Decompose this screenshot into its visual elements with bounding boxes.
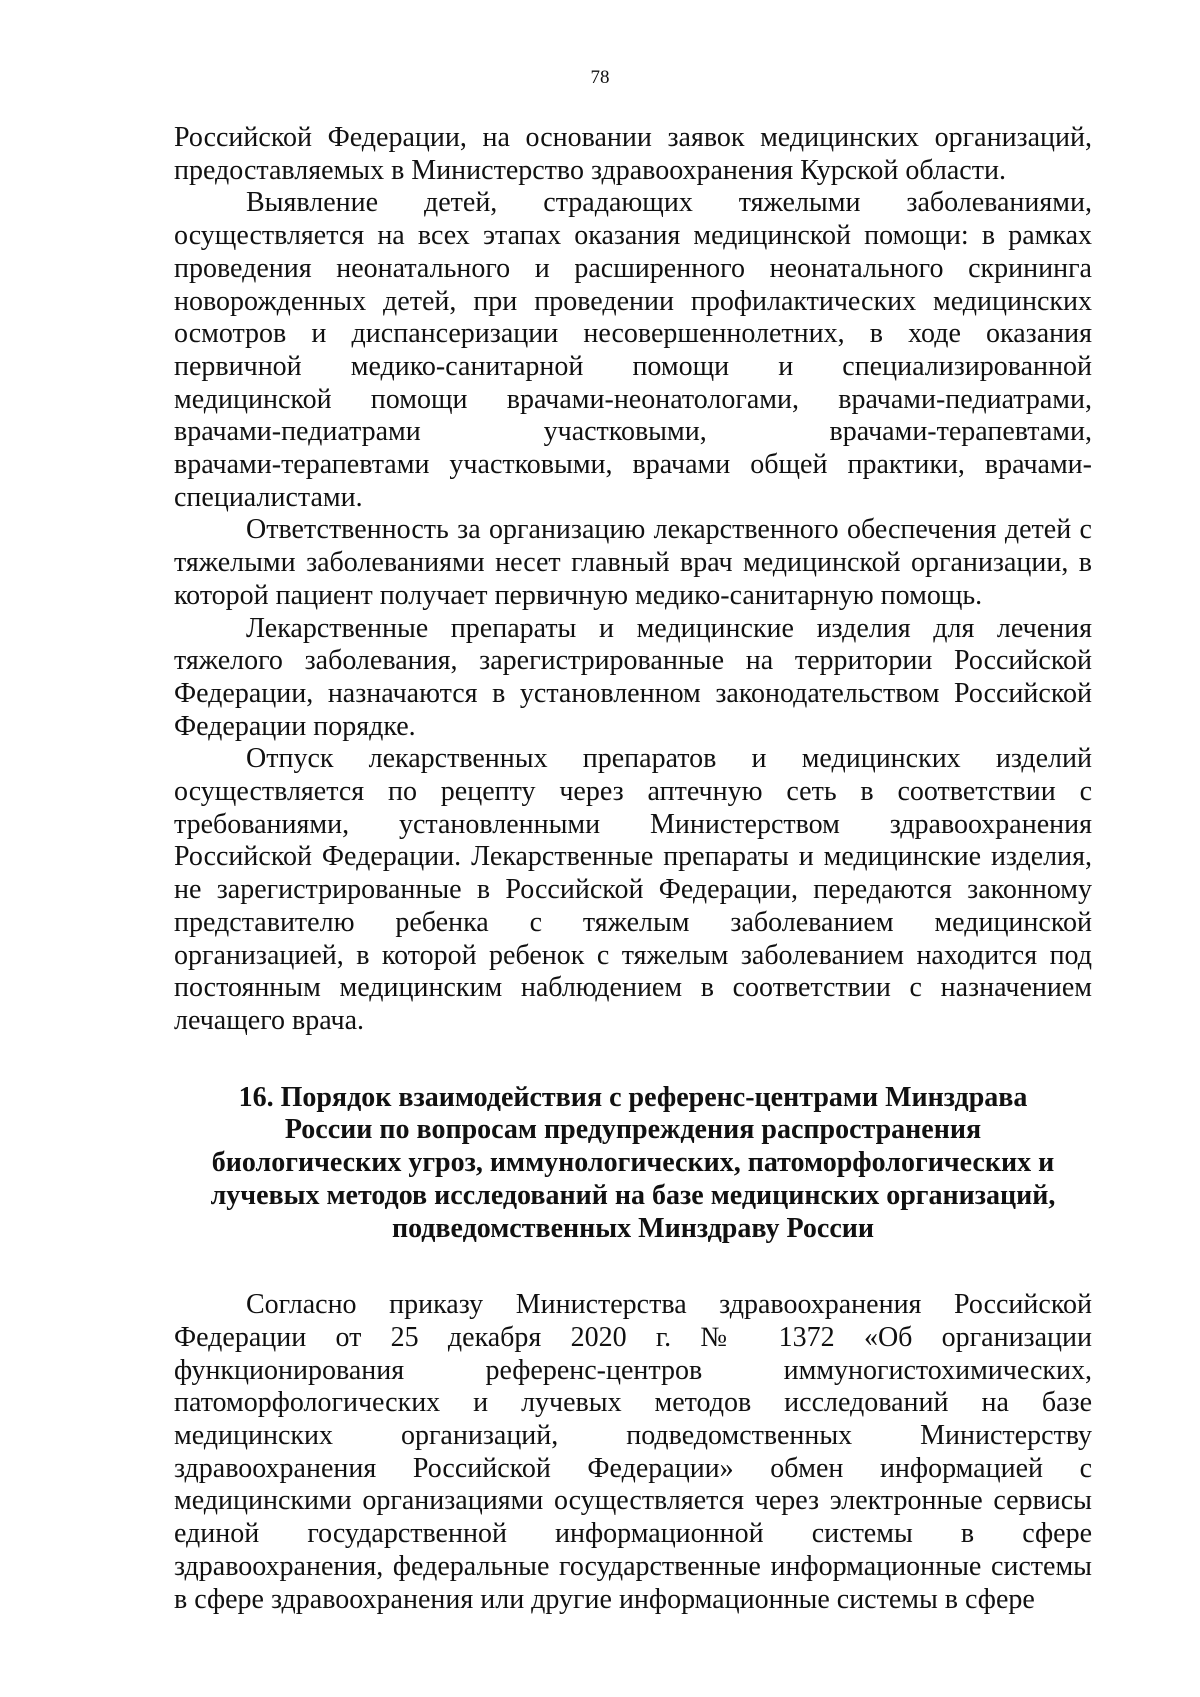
text-line: тяжелыми заболеваниями несет главный врач медицинской организации, в [174, 547, 1092, 579]
text-line: специалистами. [174, 481, 363, 513]
heading-line: биологических угроз, иммунологических, патоморфологических и [211, 1147, 1055, 1179]
text-line: здравоохранения, федеральные государственные информационные системы [174, 1550, 1092, 1582]
text-line: медицинских организаций, подведомственных Министерству [174, 1420, 1092, 1452]
text-line: медицинской помощи врачами-неонатологами, врачами-педиатрами, [174, 383, 1092, 415]
text-line: Федерации порядке. [174, 710, 416, 742]
text-line: Федерации от 25 декабря 2020 г. № 1372 «Об организации [174, 1321, 1092, 1353]
paragraph [174, 1289, 1092, 1616]
text-line: постоянным медицинским наблюдением в соответствии с назначением [174, 972, 1092, 1004]
text-line: Отпуск лекарственных препаратов и медицинских изделий [246, 743, 1092, 775]
text-line: Выявление детей, страдающих тяжелыми заболеваниями, [246, 187, 1092, 219]
text-line: функционирования референс-центров иммуногистохимических, [174, 1354, 1092, 1386]
heading-line: лучевых методов исследований на базе медицинских организаций, [210, 1179, 1056, 1211]
text-line: не зарегистрированные в Российской Федерации, передаются законному [174, 874, 1092, 906]
text-line: требованиями, установленными Министерством здравоохранения [174, 808, 1092, 840]
text-line: здравоохранения Российской Федерации» обмен информацией с [174, 1452, 1092, 1484]
text-line: тяжелого заболевания, зарегистрированные на территории Российской [174, 645, 1092, 677]
text-line: Ответственность за организацию лекарственного обеспечения детей с [246, 514, 1092, 546]
paragraph [174, 743, 1092, 1037]
paragraphs-after-heading [174, 1289, 1092, 1616]
text-line: врачами-педиатрами участковыми, врачами-терапевтами, [174, 416, 1092, 448]
text-line: патоморфологических и лучевых методов исследований на базе [174, 1387, 1092, 1419]
text-line: единой государственной информационной системы в сфере [174, 1518, 1092, 1550]
text-line: Российской Федерации. Лекарственные препараты и медицинские изделия, [174, 841, 1092, 873]
text-line: Федерации, назначаются в установленном законодательством Российской [174, 677, 1092, 709]
text-line: организацией, в которой ребенок с тяжелым заболеванием находится под [174, 939, 1092, 971]
text-line: Согласно приказу Министерства здравоохранения Российской [246, 1289, 1092, 1321]
paragraph [174, 187, 1092, 514]
text-line: первичной медико-санитарной помощи и специализированной [174, 350, 1092, 382]
heading-line: России по вопросам предупреждения распространения [284, 1114, 982, 1146]
text-line: врачами-терапевтами участковыми, врачами общей практики, врачами- [174, 449, 1092, 481]
text-line: в сфере здравоохранения или другие информационные системы в сфере [174, 1583, 1035, 1615]
text-line: осуществляется на всех этапах оказания медицинской помощи: в рамках [174, 220, 1092, 252]
document-body [174, 122, 1092, 1616]
text-line: осуществляется по рецепту через аптечную сеть в соответствии с [174, 776, 1092, 808]
paragraph [174, 613, 1092, 744]
text-line: представителю ребенка с тяжелым заболеванием медицинской [174, 906, 1092, 938]
paragraph [174, 122, 1092, 187]
text-line: осмотров и диспансеризации несовершеннолетних, в ходе оказания [174, 318, 1092, 350]
paragraphs-before-heading [174, 122, 1092, 1038]
heading-line: подведомственных Минздраву России [391, 1212, 875, 1244]
text-line: медицинскими организациями осуществляется через электронные сервисы [174, 1485, 1092, 1517]
text-line: новорожденных детей, при проведении профилактических медицинских [174, 285, 1092, 317]
text-line: проведения неонатального и расширенного неонатального скрининга [174, 252, 1092, 284]
text-line: которой пациент получает первичную медико-санитарную помощь. [174, 579, 983, 611]
section-heading [174, 1082, 1092, 1246]
text-line: лечащего врача. [174, 1004, 365, 1036]
paragraph [174, 514, 1092, 612]
page-number: 78 [590, 67, 610, 88]
text-line: предоставляемых в Министерство здравоохранения Курской области. [174, 154, 1006, 186]
text-line: Российской Федерации, на основании заявок медицинских организаций, [174, 122, 1092, 153]
heading-line: 16. Порядок взаимодействия с референс-центрами Минздрава [238, 1081, 1028, 1113]
text-line: Лекарственные препараты и медицинские изделия для лечения [246, 612, 1092, 644]
